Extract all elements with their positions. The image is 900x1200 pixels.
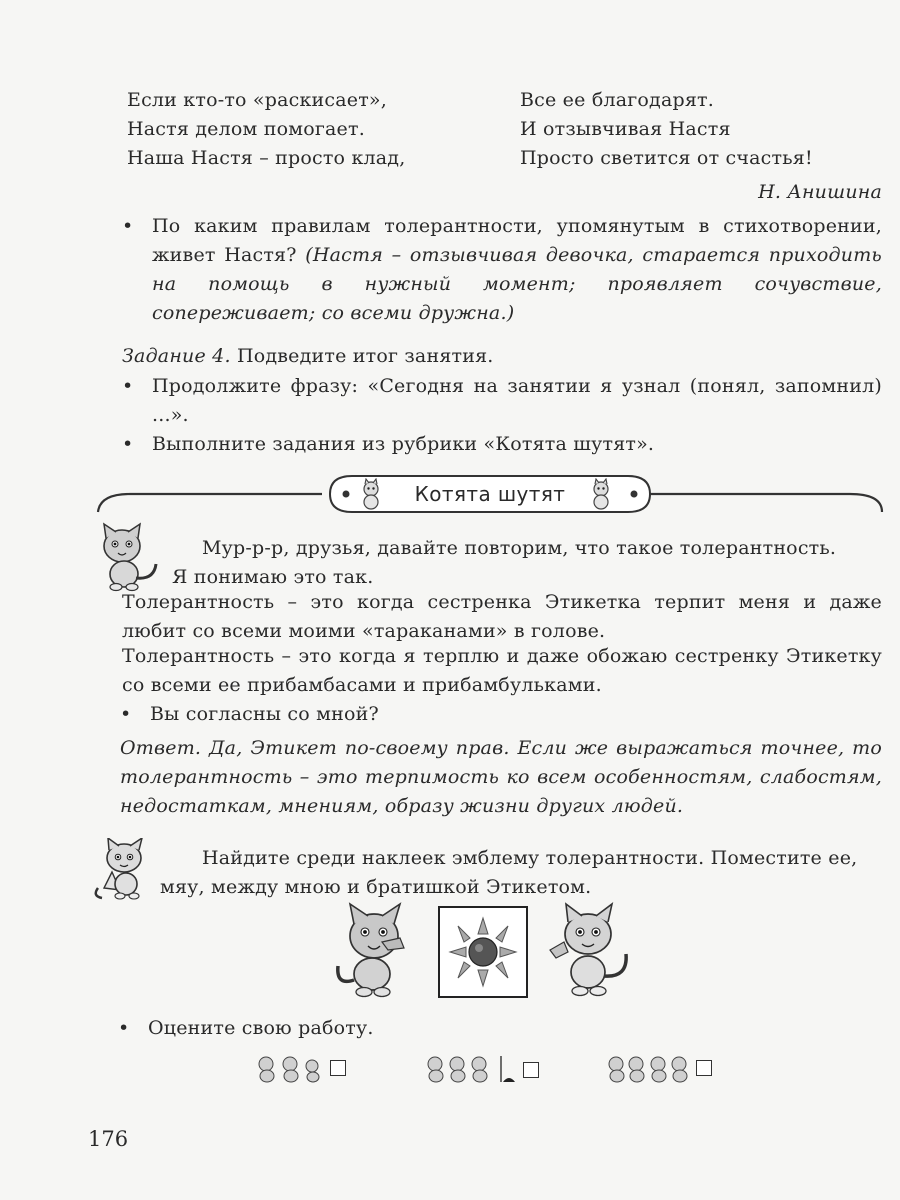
checkbox[interactable] [696,1060,712,1076]
kitten-small-icon [585,478,617,510]
evaluate-text: Оцените свою работу. [148,1017,374,1039]
checkbox[interactable] [523,1062,539,1078]
task-4-label: Задание 4. [122,345,231,367]
bullet: • [122,433,134,455]
poem-author: Н. Анишина [758,181,882,203]
kitten-1-paragraph: Толерантность – это когда сестренка Этикетка терпит меня и даже любит со всеми моими «тараканами» в голове. [122,591,882,642]
kitten-right-illustration [542,902,634,998]
poem-line: И отзывчивая Настя [520,118,731,140]
poem-line: Наша Настя – просто клад, [127,147,406,169]
kitten-left-illustration [330,902,426,998]
poem-line: Просто светится от счастья! [520,147,813,169]
kittens-group-icon [425,1052,519,1088]
self-assessment-option-3[interactable] [606,1052,712,1084]
task-4-item-text: Выполните задания из рубрики «Котята шутят». [152,433,655,455]
kitten-etiket-illustration [90,522,164,592]
question-1-body [152,212,882,328]
bullet: • [122,375,134,397]
self-assessment-option-2[interactable] [425,1052,539,1088]
question-1 [122,212,882,328]
kitten-1-intro [172,534,882,592]
kittens-group-icon [606,1052,692,1084]
kitten-1-answer: Ответ. Да, Этикет по-своему прав. Если же выражаться точнее, то толерантность – это терпимость ко всем особенностям, слабостям, недостаткам, мнениям, образу жизни других людей. [120,737,882,817]
poem-right-column [520,86,813,173]
checkbox[interactable] [330,1060,346,1076]
kitten-1-line: Мур-р-р, друзья, давайте повторим, что такое толерантность. [202,537,837,559]
kitten-2-line: мяу, между мною и братишкой Этикетом. [160,876,592,898]
task-4-item-text: Продолжите фразу: «Сегодня на занятии я узнал (понял, запомнил) ...». [152,375,882,426]
kitten-small-icon [355,478,387,510]
task-4-item [122,372,882,430]
kitten-etiketka-illustration [90,838,160,902]
question-1-answer: (Настя – отзывчивая девочка, старается приходить на помощь в нужный момент; проявляет сочувствие, сопереживает; со всеми дружна.) [152,244,882,324]
kitten-1-question-text: Вы согласны со мной? [150,703,379,725]
poem-line: Все ее благодарят. [520,89,714,111]
task-4-item [122,430,882,459]
evaluate-row [118,1014,882,1043]
self-assessment-option-1[interactable] [256,1052,346,1084]
kitten-1-question [120,700,882,729]
poem-line: Если кто-то «раскисает», [127,89,388,111]
kittens-group-icon [256,1052,326,1084]
task-4-text: Подведите итог занятия. [236,345,494,367]
question-1-text: По каким правилам толерантности, упомянутым в стихотворении, живет Настя? [152,215,882,266]
kitten-2-instruction [160,844,882,902]
kitten-2-line: Найдите среди наклеек эмблему толерантности. Поместите ее, [202,847,858,869]
bullet: • [118,1017,130,1039]
tolerance-emblem-sticker [438,906,528,998]
task-4-heading [122,342,494,371]
bullet: • [122,215,134,237]
kitten-1-line: Я понимаю это так. [172,566,374,588]
banner-title: Котята шутят [414,482,566,506]
poem-left-column [127,86,405,173]
page-number: 176 [88,1127,129,1151]
bullet: • [120,703,132,725]
poem-line: Настя делом помогает. [127,118,365,140]
kitten-1-paragraph: Толерантность – это когда я терплю и даже обожаю сестренку Этикетку со всеми ее прибамбасами и прибамбульками. [122,645,882,696]
